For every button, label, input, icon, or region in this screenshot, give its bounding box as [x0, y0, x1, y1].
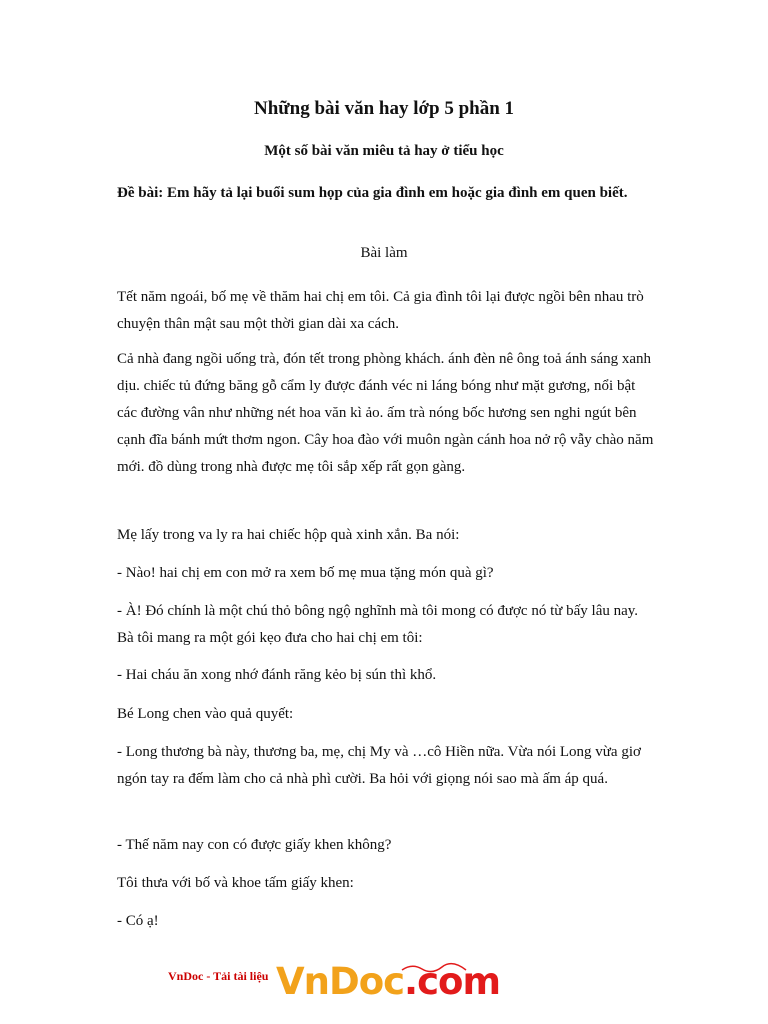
paragraph-7: Bé Long chen vào quả quyết: — [117, 706, 294, 722]
paragraph-6: - Hai cháu ăn xong nhớ đánh răng kẻo bị sún thì khổ. — [117, 667, 437, 683]
logo-decoration-icon — [400, 961, 470, 975]
page-title: Những bài văn hay lớp 5 phần 1 — [253, 98, 515, 119]
paragraph-2: Cả nhà đang ngồi uống trà, đón tết trong phòng khách. ánh đèn nê ông toả ánh sáng xanh dịu. chiếc tủ đứng băng gỗ cẩm ly được đánh véc ni láng bóng như mặt gương, nổi bật các đường vân như những nét hoa văn kì ảo. ấm trà nóng bốc hương sen nghi ngút bên cạnh đĩa bánh mứt thơm ngon. Cây hoa đào với muôn ngàn cánh hoa nở rộ vẫy chào năm mới. đồ dùng trong nhà được mẹ tôi sắp xếp rất gọn gàng. — [117, 351, 654, 475]
footer-watermark — [168, 960, 508, 1010]
logo-com-text: com — [417, 960, 501, 1003]
logo-main-text: VnDoc — [276, 960, 405, 1003]
paragraph-8: - Long thương bà này, thương ba, mẹ, chị My và …cô Hiền nữa. Vừa nói Long vừa giơ ngón tay ra đếm làm cho cả nhà phì cười. Ba hỏi với giọng nói sao mà ấm áp quá. — [117, 744, 641, 787]
paragraph-1: Tết năm ngoái, bố mẹ về thăm hai chị em tôi. Cả gia đình tôi lại được ngồi bên nhau trò chuyện thân mật sau một thời gian dài xa cách. — [117, 289, 644, 332]
paragraph-9: - Thế năm nay con có được giấy khen không? — [117, 837, 392, 853]
logo-dot-text: . — [404, 960, 418, 1003]
paragraph-5: - À! Đó chính là một chú thỏ bông ngộ nghĩnh mà tôi mong có được nó từ bấy lâu nay. Bà tôi mang ra một gói kẹo đưa cho hai chị em tôi: — [117, 603, 639, 646]
footer-source-label: VnDoc - Tải tài liệu — [168, 969, 269, 983]
page-subtitle: Một số bài văn miêu tả hay ở tiểu học — [264, 143, 504, 159]
essay-prompt: Đề bài: Em hãy tả lại buổi sum họp của gia đình em hoặc gia đình em quen biết. — [117, 185, 628, 201]
paragraph-11: - Có ạ! — [117, 913, 159, 929]
section-heading: Bài làm — [360, 245, 408, 261]
paragraph-4: - Nào! hai chị em con mở ra xem bố mẹ mua tặng món quà gì? — [117, 565, 494, 581]
paragraph-10: Tôi thưa với bố và khoe tấm giấy khen: — [117, 875, 354, 891]
paragraph-3: Mẹ lấy trong va ly ra hai chiếc hộp quà xinh xắn. Ba nói: — [117, 527, 460, 543]
